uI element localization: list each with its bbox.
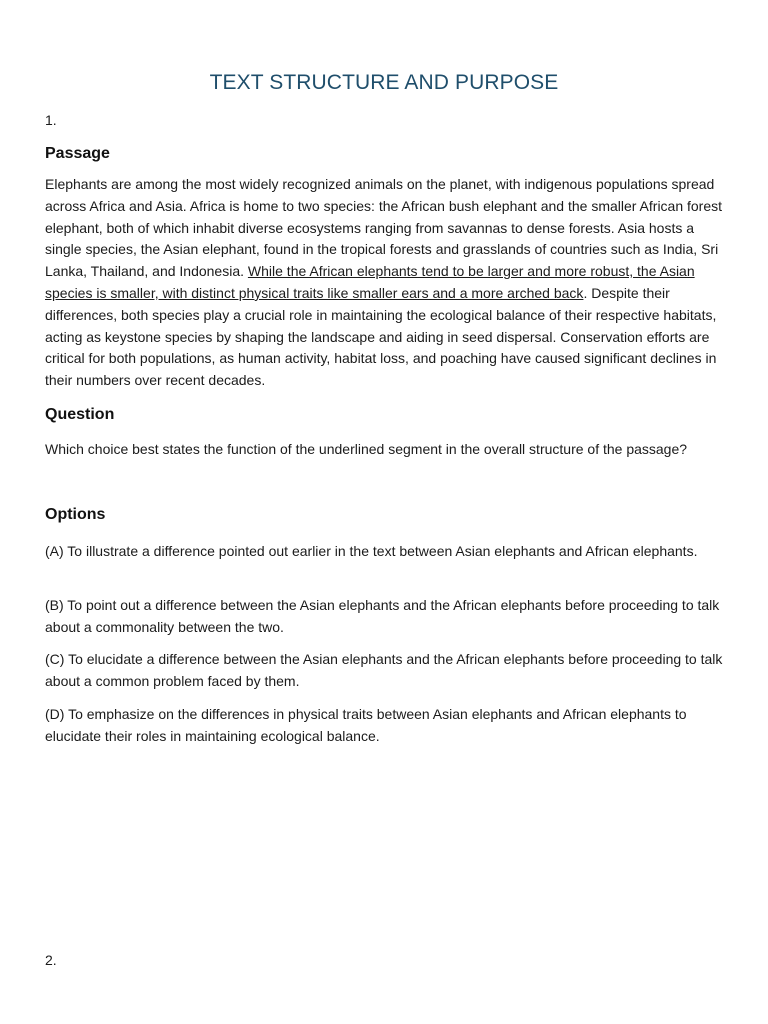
question-number: 1.	[45, 112, 57, 128]
passage-text	[45, 174, 725, 392]
passage-heading: Passage	[45, 145, 110, 162]
options-heading: Options	[45, 506, 106, 523]
passage-text-before: Elephants are among the most widely recognized animals on the planet, with indigenous populations spread across Africa and Asia. Africa is home to two species: the African bush elephant and the smaller African forest elephant, both of which inhabit diverse ecosystems ranging from savannas to dense forests. Asia hosts a single species, the Asian elephant, found in the tropical forests and grasslands of countries such as India, Sri Lanka, Thailand, and Indonesia.	[45, 176, 723, 280]
passage-text-after: . Despite their differences, both species play a crucial role in maintaining the ecological balance of their respective habitats, acting as keystone species by shaping the landscape and aiding in seed dispersal. Conservation efforts are critical for both populations, as human activity, habitat loss, and poaching have caused significant declines in their numbers over recent decades.	[45, 284, 717, 389]
page-title: TEXT STRUCTURE AND PURPOSE	[209, 71, 559, 94]
passage-underlined-segment: While the African elephants tend to be larger and more robust, the Asian species is smaller, with distinct physical traits like smaller ears and a more arched back	[45, 263, 695, 301]
option-c: (C) To elucidate a difference between the Asian elephants and the African elephants before proceeding to talk about a common problem faced by them.	[45, 651, 723, 689]
option-b: (B) To point out a difference between the Asian elephants and the African elephants before proceeding to talk about a commonality between the two.	[45, 597, 720, 635]
document-page	[45, 0, 725, 1024]
option-d: (D) To emphasize on the differences in physical traits between Asian elephants and African elephants to elucidate their roles in maintaining ecological balance.	[45, 706, 687, 744]
question-number: 2.	[45, 952, 57, 968]
question-text: Which choice best states the function of the underlined segment in the overall structure of the passage?	[45, 441, 688, 457]
question-heading: Question	[45, 406, 115, 423]
option-a: (A) To illustrate a difference pointed out earlier in the text between Asian elephants and African elephants.	[45, 543, 698, 559]
